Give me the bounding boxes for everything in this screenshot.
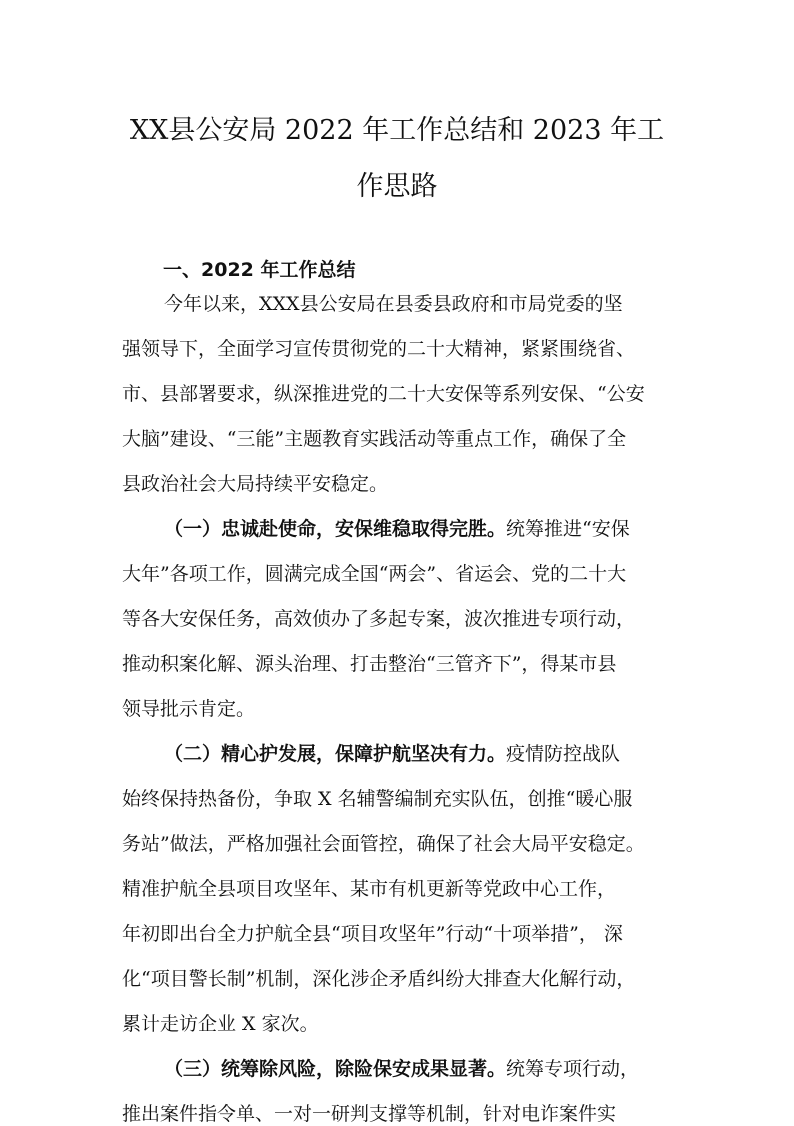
paragraph-3-line-7: 累计走访企业 X 家次。 — [122, 1013, 319, 1035]
paragraph-4-lead: （三）统筹除风险，除险保安成果显著。 — [164, 1058, 507, 1080]
paragraph-1-line-1: 今年以来，XXX县公安局在县委县政府和市局党委的坚 — [164, 293, 623, 315]
paragraph-2-rest: 统筹推进“安保 — [506, 518, 630, 540]
paragraph-3-line-1 — [164, 742, 620, 766]
paragraph-1-line-2: 强领导下，全面学习宣传贯彻党的二十大精神，紧紧围绕省、 — [122, 338, 636, 360]
document-title-line-2: 作思路 — [356, 171, 438, 202]
paragraph-1-line-5: 县政治社会大局持续平安稳定。 — [122, 473, 389, 495]
paragraph-2-line-1 — [164, 517, 630, 541]
paragraph-2-lead: （一）忠诚赴使命，安保维稳取得完胜。 — [164, 518, 507, 540]
paragraph-1-line-4: 大脑”建设、“三能”主题教育实践活动等重点工作，确保了全 — [122, 428, 627, 450]
paragraph-3-lead: （二）精心护发展，保障护航坚决有力。 — [164, 743, 507, 765]
paragraph-3-line-2: 始终保持热备份，争取 X 名辅警编制充实队伍，创推“暖心服 — [122, 788, 633, 810]
paragraph-2-line-5: 领导批示肯定。 — [122, 698, 256, 720]
paragraph-3-line-3: 务站”做法，严格加强社会面管控，确保了社会大局平安稳定。 — [122, 833, 645, 855]
paragraph-4-line-2: 推出案件指令单、一对一研判支撑等机制，针对电诈案件实 — [122, 1103, 617, 1125]
document-title-line-1: XX县公安局 2022 年工作总结和 2023 年工 — [129, 115, 665, 146]
section-heading: 一、2022 年工作总结 — [163, 259, 356, 281]
paragraph-3-line-6: 化“项目警长制”机制，深化涉企矛盾纠纷大排查大化解行动， — [122, 968, 636, 990]
paragraph-3-rest: 疫情防控战队 — [506, 743, 621, 765]
paragraph-2-line-4: 推动积案化解、源头治理、打击整治“三管齐下”，得某市县 — [122, 653, 617, 675]
paragraph-4-line-1 — [164, 1057, 639, 1081]
paragraph-2-line-2: 大年”各项工作，圆满完成全国“两会”、省运会、党的二十大 — [122, 563, 627, 585]
paragraph-4-rest: 统筹专项行动， — [506, 1058, 640, 1080]
paragraph-2-line-3: 等各大安保任务，高效侦办了多起专案，波次推进专项行动， — [122, 608, 636, 630]
paragraph-1-line-3: 市、县部署要求，纵深推进党的二十大安保等系列安保、“公安 — [122, 383, 645, 405]
paragraph-3-line-5: 年初即出台全力护航全县“项目攻坚年”行动“十项举措”， 深 — [122, 923, 623, 945]
paragraph-3-line-4: 精准护航全县项目攻坚年、某市有机更新等党政中心工作， — [122, 878, 617, 900]
